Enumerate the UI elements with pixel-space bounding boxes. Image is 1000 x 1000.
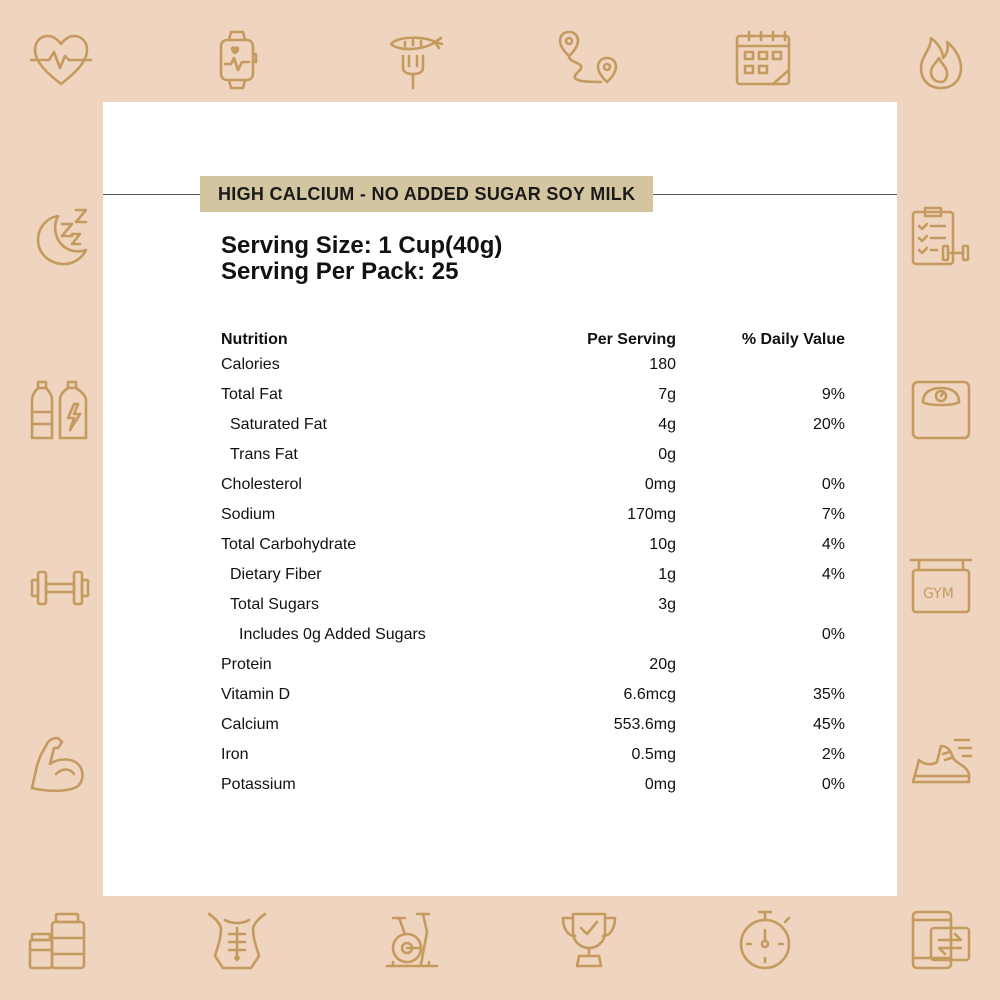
- row-name: Calcium: [221, 716, 279, 733]
- product-title-banner: [200, 176, 653, 212]
- table-row: [221, 775, 851, 805]
- exercise-bike-icon: [381, 908, 445, 972]
- table-row: [221, 595, 851, 625]
- serving-info: [221, 233, 502, 285]
- row-per-serving: 7g: [658, 386, 676, 403]
- row-per-serving: 6.6mcg: [623, 686, 676, 703]
- table-row: [221, 565, 851, 595]
- row-daily-value: 0%: [821, 626, 845, 643]
- row-per-serving: 170mg: [627, 506, 676, 523]
- row-name: Cholesterol: [221, 476, 302, 493]
- row-daily-value: 4%: [821, 566, 845, 583]
- table-row: [221, 355, 851, 385]
- moon-sleep-icon: [28, 204, 92, 268]
- abs-torso-icon: [205, 908, 269, 972]
- header-daily-value: % Daily Value: [741, 331, 845, 348]
- row-per-serving: 0.5mg: [631, 746, 676, 763]
- row-name: Protein: [221, 656, 272, 673]
- table-row: [221, 535, 851, 565]
- row-name: Total Carbohydrate: [221, 536, 357, 553]
- carrot-fork-icon: [381, 28, 445, 92]
- table-row: [221, 475, 851, 505]
- row-per-serving: 0g: [658, 446, 676, 463]
- table-row: [221, 745, 851, 775]
- row-name: Calories: [221, 356, 280, 373]
- table-row: [221, 415, 851, 445]
- row-name: Iron: [221, 746, 249, 763]
- supplement-jars-icon: [28, 908, 92, 972]
- row-name: Potassium: [221, 776, 296, 793]
- row-per-serving: 3g: [658, 596, 676, 613]
- dumbbell-icon: [28, 556, 92, 620]
- row-daily-value: 2%: [821, 746, 845, 763]
- row-daily-value: 0%: [821, 476, 845, 493]
- row-daily-value: 0%: [821, 776, 845, 793]
- route-pin-icon: [557, 28, 621, 92]
- table-row: [221, 445, 851, 475]
- running-shoe-icon: [909, 730, 973, 794]
- row-daily-value: 9%: [821, 386, 845, 403]
- nutrition-table: [221, 330, 851, 805]
- calendar-icon: [733, 28, 797, 92]
- row-daily-value: 4%: [821, 536, 845, 553]
- row-per-serving: 10g: [649, 536, 676, 553]
- table-row: [221, 685, 851, 715]
- row-per-serving: 4g: [658, 416, 676, 433]
- row-per-serving: 0mg: [644, 776, 676, 793]
- flexed-arm-icon: [28, 730, 92, 794]
- row-daily-value: 7%: [821, 506, 845, 523]
- row-daily-value: 20%: [812, 416, 845, 433]
- table-row: [221, 385, 851, 415]
- product-title: HIGH CALCIUM - NO ADDED SUGAR SOY MILK: [218, 183, 636, 204]
- row-name: Vitamin D: [221, 686, 291, 703]
- row-per-serving: 0mg: [644, 476, 676, 493]
- header-nutrition: Nutrition: [221, 331, 288, 348]
- servings-per-pack: Serving Per Pack: 25: [221, 258, 459, 285]
- nutrition-card: [103, 102, 897, 896]
- gym-sign-text: GYM: [923, 586, 954, 602]
- row-name: Sodium: [221, 506, 276, 523]
- trophy-icon: [557, 908, 621, 972]
- row-daily-value: 45%: [812, 716, 845, 733]
- gym-sign-icon: [909, 556, 973, 620]
- clipboard-dumbbell-icon: [909, 204, 973, 268]
- heart-pulse-icon: [29, 28, 93, 92]
- table-row: [221, 625, 851, 655]
- row-name: Total Sugars: [230, 596, 319, 613]
- scale-icon: [909, 378, 973, 442]
- row-per-serving: 20g: [649, 656, 676, 673]
- flame-icon: [909, 28, 973, 92]
- row-name: Total Fat: [221, 386, 283, 403]
- table-row: [221, 655, 851, 685]
- phone-sync-icon: [909, 908, 973, 972]
- row-per-serving: 553.6mg: [613, 716, 676, 733]
- table-row: [221, 505, 851, 535]
- row-daily-value: 35%: [812, 686, 845, 703]
- row-name: Dietary Fiber: [230, 566, 322, 583]
- row-name: Saturated Fat: [230, 416, 327, 433]
- stopwatch-icon: [733, 908, 797, 972]
- row-per-serving: 1g: [658, 566, 676, 583]
- header-per-serving: Per Serving: [587, 331, 676, 348]
- row-name: Includes 0g Added Sugars: [239, 626, 426, 643]
- row-name: Trans Fat: [230, 446, 298, 463]
- smartwatch-icon: [205, 28, 269, 92]
- row-per-serving: 180: [649, 356, 676, 373]
- table-header: [221, 330, 851, 355]
- water-bottles-icon: [28, 378, 92, 442]
- table-row: [221, 715, 851, 745]
- serving-size: Serving Size: 1 Cup(40g): [221, 232, 503, 259]
